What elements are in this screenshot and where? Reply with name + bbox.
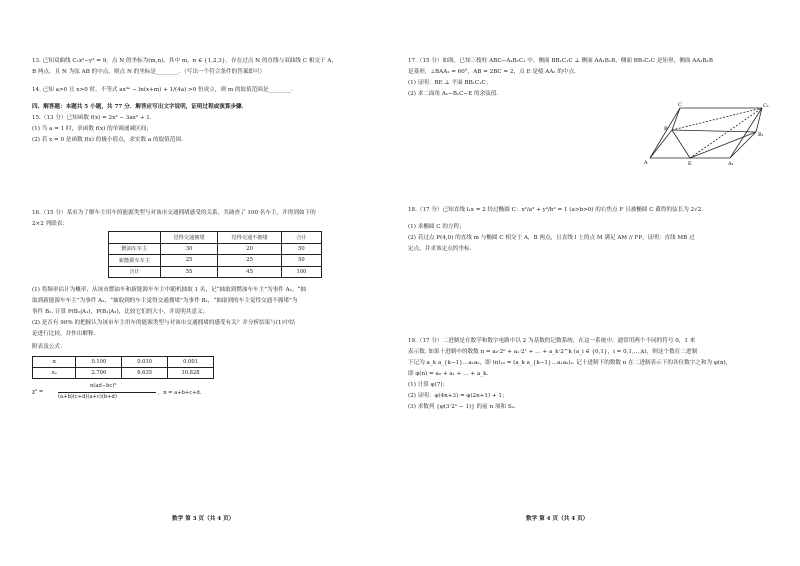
formula-lhs: χ² = — [32, 389, 44, 395]
table-row — [33, 357, 214, 368]
q16-body-6: 附表及公式： — [32, 344, 66, 350]
table-cell: 新能源车车主 — [109, 255, 161, 267]
table-cell: 55 — [160, 266, 218, 278]
label-E: E — [688, 161, 692, 166]
table-cell: 30 — [160, 243, 218, 255]
table-cell: 0.001 — [168, 357, 214, 368]
q13-line-1: 13. 已知双曲线 C₁x²−y² = 9，点 N 的坐标为(m,n)，其中 m，n ∈ {1,2,3}，存在过点 N 的直线与双曲线 C 相交于 A， — [32, 58, 338, 64]
table-header-row — [109, 232, 322, 244]
table-cell: xₐ — [33, 368, 76, 379]
table-cell: 觉得交通不拥堵 — [218, 232, 281, 244]
table-cell: 燃油车车主 — [109, 243, 161, 255]
q16-intro-1: 16.（15 分）某市为了解车主用车的能源类型与对该市交通拥堵感受的关系，共调查了 100 名车主，并得到如下的 — [32, 210, 316, 216]
q18-part-1: (1) 求椭圆 C 的方程； — [408, 224, 465, 230]
q19-line-2: 表示数. 如果十进制中的数数 n = a₀·2⁰ + a₁·2¹ + … + a_k·2^k (a_i ∈ {0,1}，i = 0,1,…,k)，则这个数在二进制 — [408, 349, 698, 355]
table-cell: 合计 — [109, 266, 161, 278]
q16-body-3: 事件 B₂. 计算 P(B₁|A₁)，P(B₁|A₂)，比较它们的大小，并说明其意义； — [32, 309, 209, 315]
q19-line-1: 19.（17 分）二进制是在数学和数字电路中以 2 为基数的记数系统，在这一系统中，通常用两个不同的符号 0，1 来 — [408, 338, 696, 344]
q16-intro-2: 2×2 列联表： — [32, 221, 68, 227]
table-cell: 2.706 — [76, 368, 122, 379]
critical-value-table — [32, 356, 214, 379]
section-heading: 四、解答题：本题共 5 小题，共 77 分．解答应写出文字说明，证明过程或演算步骤． — [32, 104, 248, 110]
q19-part-3: (3) 求数列 {φ(3·2ⁿ − 1)} 的前 n 项和 Sₙ. — [408, 404, 516, 410]
q13-line-2: B 两点，且 N 为弦 AB 的中点，则点 N 的坐标是________．（写出一个符合条件的答案即可） — [32, 69, 266, 75]
table-cell: 50 — [281, 255, 321, 267]
q16-body-4: (2) 是否有 90% 的把握认为该市车主用车的能源类型与对该市交通拥堵的感受有关？并分析结果与(1)中结 — [32, 320, 295, 326]
table-row — [109, 255, 322, 267]
table-cell: 合计 — [281, 232, 321, 244]
q17-line-2: 是菱形，∠BAA₁ = 60°，AB = 2BC = 2，点 E 是棱 AA₁ 的中点. — [408, 69, 576, 75]
label-A: A — [644, 160, 648, 166]
label-C: C — [678, 102, 682, 108]
table-cell: 10.828 — [168, 368, 214, 379]
q15-title: 15.（13 分）已知函数 f(x) = 2x³ − 3ax² + 1. — [32, 115, 152, 121]
right-page — [400, 0, 800, 566]
q16-body-2: 取到新能源车车主”为事件 A₂，“抽取到的车主觉得交通拥堵”为事件 B₁，“抽取到的车主觉得交通不拥堵”为 — [32, 298, 298, 304]
q19-line-3: 下记为 a_k a_{k−1}…a₁a₀，即 (n)₁₀ = (a_k a_{k−1}…a₁a₀)₂. 记十进制下的数数 n 在二进制表示下的各位数字之和为 φ(n)， — [408, 360, 732, 366]
formula-numerator: n(ad−bc)² — [90, 383, 117, 389]
q18-part-2: (2) 若过点 P(4,0) 的直线 m 与椭圆 C 相交于 A，B 两点，且直线 l 上的点 M 满足 AM // FP，证明：直线 MB 过 — [408, 235, 695, 241]
table-row — [109, 243, 322, 255]
table-cell: 25 — [160, 255, 218, 267]
q18-line-1: 18.（17 分）已知直线 l₁x = 2 经过椭圆 C：x²/a² + y²/b² = 1 (a>b>0) 的右焦点 F 且被椭圆 C 截得的弦长为 2√2. — [408, 207, 704, 213]
table-cell: 觉得交通拥堵 — [160, 232, 218, 244]
formula-denominator: (a+b)(c+d)(a+c)(b+d) — [58, 394, 117, 400]
label-C1: C₁ — [763, 103, 769, 109]
table-cell: 45 — [218, 266, 281, 278]
label-A1: A₁ — [728, 161, 734, 166]
table-cell: 0.010 — [122, 357, 168, 368]
q19-part-2: (2) 证明：φ(4n+3) = φ(2n+1) + 1； — [408, 393, 508, 399]
page-footer: 数学 第 3 页（共 4 页） — [172, 516, 235, 522]
table-cell: 50 — [281, 243, 321, 255]
table-cell: 20 — [218, 243, 281, 255]
q18-part-2b: 定点，并求该定点的坐标. — [408, 246, 472, 252]
q17-line-1: 17.（15 分）如图，已知三棱柱 ABC−A₁B₁C₁ 中，侧面 BB₁C₁C ⊥ 侧面 AA₁B₁B，侧面 BB₁C₁C 是矩形，侧面 AA₁B₁B — [408, 58, 713, 64]
q19-part-1: (1) 计算 φ(7)； — [408, 382, 449, 388]
table-cell: 6.635 — [122, 368, 168, 379]
contingency-table — [108, 231, 322, 278]
q16-body-1: (1) 将频率估计为概率，从该市燃油车和新能源车车主中随机抽取 1 名，记“抽取到燃油车车主”为事件 A₁，“抽 — [32, 287, 306, 293]
q19-line-4: 即 φ(n) = a₀ + a₁ + … + a_k. — [408, 371, 489, 377]
formula-tail: ，n = a+b+c+d. — [158, 390, 202, 396]
table-row — [109, 266, 322, 278]
q14-text: 14. 已知 a>0 且 x>0 时，不等式 ax³ᵃ − ln(x+m) + 1/(4a) >0 恒成立，则 m 的取值范围是________． — [32, 87, 297, 93]
table-cell: 25 — [218, 255, 281, 267]
page-footer: 数学 第 4 页（共 4 页） — [526, 516, 589, 522]
q15-part-1: (1) 当 a = 1 时，求函数 f(x) 的单调递减区间； — [32, 126, 152, 132]
formula-fraction-bar — [58, 392, 156, 393]
table-row — [33, 368, 214, 379]
q16-body-5: 论进行比较，并作出解释. — [32, 331, 96, 337]
table-cell — [109, 232, 161, 244]
table-cell: α — [33, 357, 76, 368]
prism-figure — [644, 100, 774, 166]
label-B1: B₁ — [758, 132, 764, 138]
q15-part-2: (2) 若 x = 0 是函数 f(x) 的极小值点，求实数 a 的取值范围. — [32, 137, 183, 143]
table-cell: 100 — [281, 266, 321, 278]
q17-part-2: (2) 求二面角 A₁−B₁C−E 的余弦值. — [408, 91, 499, 97]
q17-part-1: (1) 证明：BE ⊥ 平面 BB₁C₁C； — [408, 80, 492, 86]
label-B: B — [664, 126, 668, 132]
table-cell: 0.100 — [76, 357, 122, 368]
